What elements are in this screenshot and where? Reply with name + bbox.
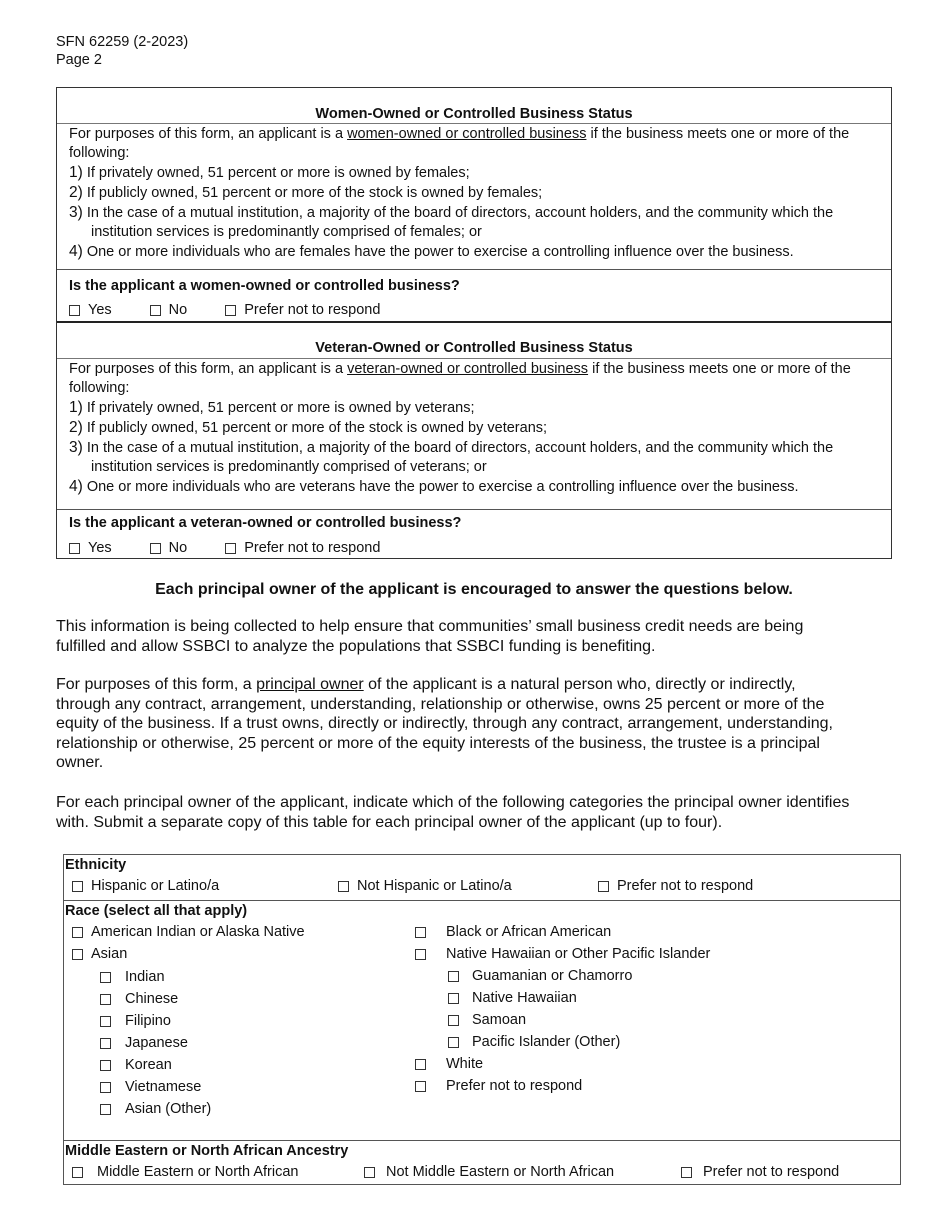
option-label: Yes bbox=[88, 540, 112, 556]
option-label: Prefer not to respond bbox=[244, 540, 381, 556]
item-text: In the case of a mutual institution, a majority of the board of directors, account holders, and the community which the institution services is predominantly comprised of veterans; or bbox=[86, 440, 834, 475]
women-item-4 bbox=[69, 242, 879, 262]
purpose-paragraph: This information is being collected to help ensure that communities’ small business credit needs are being fulfilled and allow SSBCI to analyze the populations that SSBCI funding is benefiting. bbox=[56, 618, 804, 655]
veteran-prefer-not-checkbox[interactable] bbox=[225, 538, 380, 558]
race-title: Race (select all that apply) bbox=[65, 903, 248, 919]
checkbox-icon[interactable] bbox=[72, 927, 83, 938]
option-label: Filipino bbox=[125, 1013, 171, 1029]
demographics-table bbox=[63, 854, 901, 1185]
veteran-term: veteran-owned or controlled business bbox=[347, 361, 589, 377]
item-text: One or more individuals who are females have the power to exercise a controlling influence over the business. bbox=[86, 244, 794, 260]
women-intro bbox=[69, 125, 879, 163]
checkbox-icon[interactable] bbox=[100, 1082, 111, 1093]
instructions-paragraph: For each principal owner of the applicant, indicate which of the following categories the principal owner identifies with. Submit a separate copy of this table for each principal owner of the applicant (up to four). bbox=[56, 794, 850, 831]
checkbox-icon[interactable] bbox=[69, 305, 80, 316]
item-text: If privately owned, 51 percent or more is owned by females; bbox=[86, 165, 470, 181]
checkbox-icon[interactable] bbox=[100, 1038, 111, 1049]
veteran-item-1 bbox=[69, 398, 879, 418]
checkbox-icon[interactable] bbox=[415, 1081, 426, 1092]
checkbox-icon[interactable] bbox=[150, 543, 161, 554]
guamanian-checkbox[interactable] bbox=[448, 966, 632, 986]
item-number: 1) bbox=[69, 399, 83, 416]
checkbox-icon[interactable] bbox=[448, 1037, 459, 1048]
checkbox-icon[interactable] bbox=[448, 993, 459, 1004]
checkbox-icon[interactable] bbox=[681, 1167, 692, 1178]
nhpi-checkbox[interactable] bbox=[415, 944, 710, 964]
women-question bbox=[57, 269, 891, 323]
option-label: Pacific Islander (Other) bbox=[472, 1034, 621, 1050]
not-mena-checkbox[interactable] bbox=[364, 1162, 614, 1182]
ethnicity-prefer-not-checkbox[interactable] bbox=[598, 876, 753, 896]
option-label: Middle Eastern or North African bbox=[97, 1164, 299, 1180]
option-label: Prefer not to respond bbox=[446, 1078, 583, 1094]
asian-other-checkbox[interactable] bbox=[100, 1099, 211, 1119]
item-text: If publicly owned, 51 percent or more of the stock is owned by veterans; bbox=[86, 420, 548, 436]
veteran-item-4 bbox=[69, 477, 879, 497]
asian-checkbox[interactable] bbox=[72, 944, 127, 964]
native-hawaiian-checkbox[interactable] bbox=[448, 988, 577, 1008]
option-label: Prefer not to respond bbox=[617, 878, 754, 894]
item-text: If publicly owned, 51 percent or more of the stock is owned by females; bbox=[86, 185, 543, 201]
option-label: No bbox=[168, 302, 188, 318]
women-term: women-owned or controlled business bbox=[347, 126, 587, 142]
option-label: Native Hawaiian bbox=[472, 990, 577, 1006]
item-text: In the case of a mutual institution, a majority of the board of directors, account holders, and the community which the institution services is predominantly comprised of females; or bbox=[86, 205, 834, 240]
women-item-3 bbox=[69, 203, 879, 242]
checkbox-icon[interactable] bbox=[100, 972, 111, 983]
women-item-2 bbox=[69, 183, 879, 203]
item-number: 3) bbox=[69, 204, 83, 221]
option-label: Japanese bbox=[125, 1035, 188, 1051]
checkbox-icon[interactable] bbox=[415, 949, 426, 960]
option-label: White bbox=[446, 1056, 484, 1072]
option-label: Asian (Other) bbox=[125, 1101, 212, 1117]
checkbox-icon[interactable] bbox=[69, 543, 80, 554]
item-number: 2) bbox=[69, 184, 83, 201]
option-label: Prefer not to respond bbox=[703, 1164, 840, 1180]
option-label: Asian bbox=[91, 946, 128, 962]
vietnamese-checkbox[interactable] bbox=[100, 1077, 201, 1097]
women-item-1 bbox=[69, 163, 879, 183]
mena-title: Middle Eastern or North African Ancestry bbox=[65, 1143, 349, 1159]
checkbox-icon[interactable] bbox=[72, 949, 83, 960]
encourage-statement: Each principal owner of the applicant is encouraged to answer the questions below. bbox=[155, 581, 793, 598]
checkbox-icon[interactable] bbox=[72, 881, 83, 892]
item-number: 2) bbox=[69, 419, 83, 436]
option-label: American Indian or Alaska Native bbox=[91, 924, 305, 940]
intro-text: For purposes of this form, an applicant is a bbox=[69, 361, 348, 377]
ethnicity-title: Ethnicity bbox=[65, 857, 127, 873]
option-label: Guamanian or Chamorro bbox=[472, 968, 633, 984]
veteran-item-2 bbox=[69, 418, 879, 438]
item-text: If privately owned, 51 percent or more is owned by veterans; bbox=[86, 400, 475, 416]
asian-indian-checkbox[interactable] bbox=[100, 967, 165, 987]
pacific-islander-other-checkbox[interactable] bbox=[448, 1032, 620, 1052]
veteran-section-title: Veteran-Owned or Controlled Business Status bbox=[57, 323, 891, 359]
checkbox-icon[interactable] bbox=[448, 971, 459, 982]
hispanic-checkbox[interactable] bbox=[72, 876, 219, 896]
women-section-title: Women-Owned or Controlled Business Status bbox=[57, 88, 891, 124]
checkbox-icon[interactable] bbox=[225, 543, 236, 554]
american-indian-checkbox[interactable] bbox=[72, 922, 305, 942]
checkbox-icon[interactable] bbox=[415, 1059, 426, 1070]
principal-owner-term: principal owner bbox=[256, 676, 364, 693]
intro-text: For purposes of this form, an applicant is a bbox=[69, 126, 348, 142]
item-text: One or more individuals who are veterans have the power to exercise a controlling influence over the business. bbox=[86, 479, 799, 495]
business-status-box bbox=[56, 87, 892, 559]
veteran-definition bbox=[57, 359, 891, 509]
para-text: For purposes of this form, a bbox=[56, 676, 257, 693]
item-number: 4) bbox=[69, 243, 83, 260]
option-label: Vietnamese bbox=[125, 1079, 202, 1095]
checkbox-icon[interactable] bbox=[150, 305, 161, 316]
option-label: Native Hawaiian or Other Pacific Islander bbox=[446, 946, 711, 962]
intro-text: if the business meets one or more of the following: bbox=[69, 361, 851, 396]
option-label: Korean bbox=[125, 1057, 172, 1073]
mena-checkbox[interactable] bbox=[72, 1162, 298, 1182]
women-definition bbox=[57, 124, 891, 269]
page-number: Page 2 bbox=[56, 52, 102, 68]
option-label: Samoan bbox=[472, 1012, 527, 1028]
checkbox-icon[interactable] bbox=[100, 1016, 111, 1027]
principal-owner-definition bbox=[56, 675, 852, 773]
checkbox-icon[interactable] bbox=[100, 1104, 111, 1115]
option-label: Yes bbox=[88, 302, 112, 318]
korean-checkbox[interactable] bbox=[100, 1055, 172, 1075]
checkbox-icon[interactable] bbox=[100, 1060, 111, 1071]
veteran-intro bbox=[69, 360, 879, 398]
item-number: 1) bbox=[69, 164, 83, 181]
item-number: 4) bbox=[69, 478, 83, 495]
option-label: Not Middle Eastern or North African bbox=[386, 1164, 615, 1180]
checkbox-icon[interactable] bbox=[72, 1167, 83, 1178]
white-checkbox[interactable] bbox=[415, 1054, 483, 1074]
women-yes-checkbox[interactable] bbox=[69, 300, 112, 320]
veteran-no-checkbox[interactable] bbox=[150, 538, 188, 558]
option-label: Not Hispanic or Latino/a bbox=[357, 878, 512, 894]
filipino-checkbox[interactable] bbox=[100, 1011, 171, 1031]
veteran-question-text: Is the applicant a veteran-owned or controlled business? bbox=[69, 515, 462, 531]
women-no-checkbox[interactable] bbox=[150, 300, 188, 320]
black-checkbox[interactable] bbox=[415, 922, 611, 942]
intro-text: if the business meets one or more of the following: bbox=[69, 126, 850, 161]
mena-prefer-not-checkbox[interactable] bbox=[681, 1162, 839, 1182]
form-number: SFN 62259 (2-2023) bbox=[56, 34, 189, 50]
checkbox-icon[interactable] bbox=[100, 994, 111, 1005]
checkbox-icon[interactable] bbox=[598, 881, 609, 892]
chinese-checkbox[interactable] bbox=[100, 989, 178, 1009]
para-text: of the applicant is a natural person who, directly or indirectly, through any contract, arrangement, understanding, relationship or otherwise, owns 25 percent or more of the equity of the business. If a trust owns, directly or indirectly, through any contract, arrangement, understanding, relationship or otherwise, 25 percent or more of the equity interests of the business, the trustee is a principal owner. bbox=[56, 676, 833, 771]
japanese-checkbox[interactable] bbox=[100, 1033, 188, 1053]
option-label: Prefer not to respond bbox=[244, 302, 381, 318]
option-label: Indian bbox=[125, 969, 165, 985]
veteran-item-3 bbox=[69, 438, 879, 477]
checkbox-icon[interactable] bbox=[415, 927, 426, 938]
not-hispanic-checkbox[interactable] bbox=[338, 876, 512, 896]
checkbox-icon[interactable] bbox=[338, 881, 349, 892]
option-label: No bbox=[168, 540, 188, 556]
item-number: 3) bbox=[69, 439, 83, 456]
women-question-text: Is the applicant a women-owned or controlled business? bbox=[69, 278, 460, 294]
veteran-question bbox=[57, 509, 891, 559]
option-label: Black or African American bbox=[446, 924, 612, 940]
option-label: Chinese bbox=[125, 991, 179, 1007]
samoan-checkbox[interactable] bbox=[448, 1010, 526, 1030]
checkbox-icon[interactable] bbox=[364, 1167, 375, 1178]
checkbox-icon[interactable] bbox=[448, 1015, 459, 1026]
race-prefer-not-checkbox[interactable] bbox=[415, 1076, 582, 1096]
veteran-yes-checkbox[interactable] bbox=[69, 538, 112, 558]
checkbox-icon[interactable] bbox=[225, 305, 236, 316]
women-prefer-not-checkbox[interactable] bbox=[225, 300, 380, 320]
option-label: Hispanic or Latino/a bbox=[91, 878, 220, 894]
